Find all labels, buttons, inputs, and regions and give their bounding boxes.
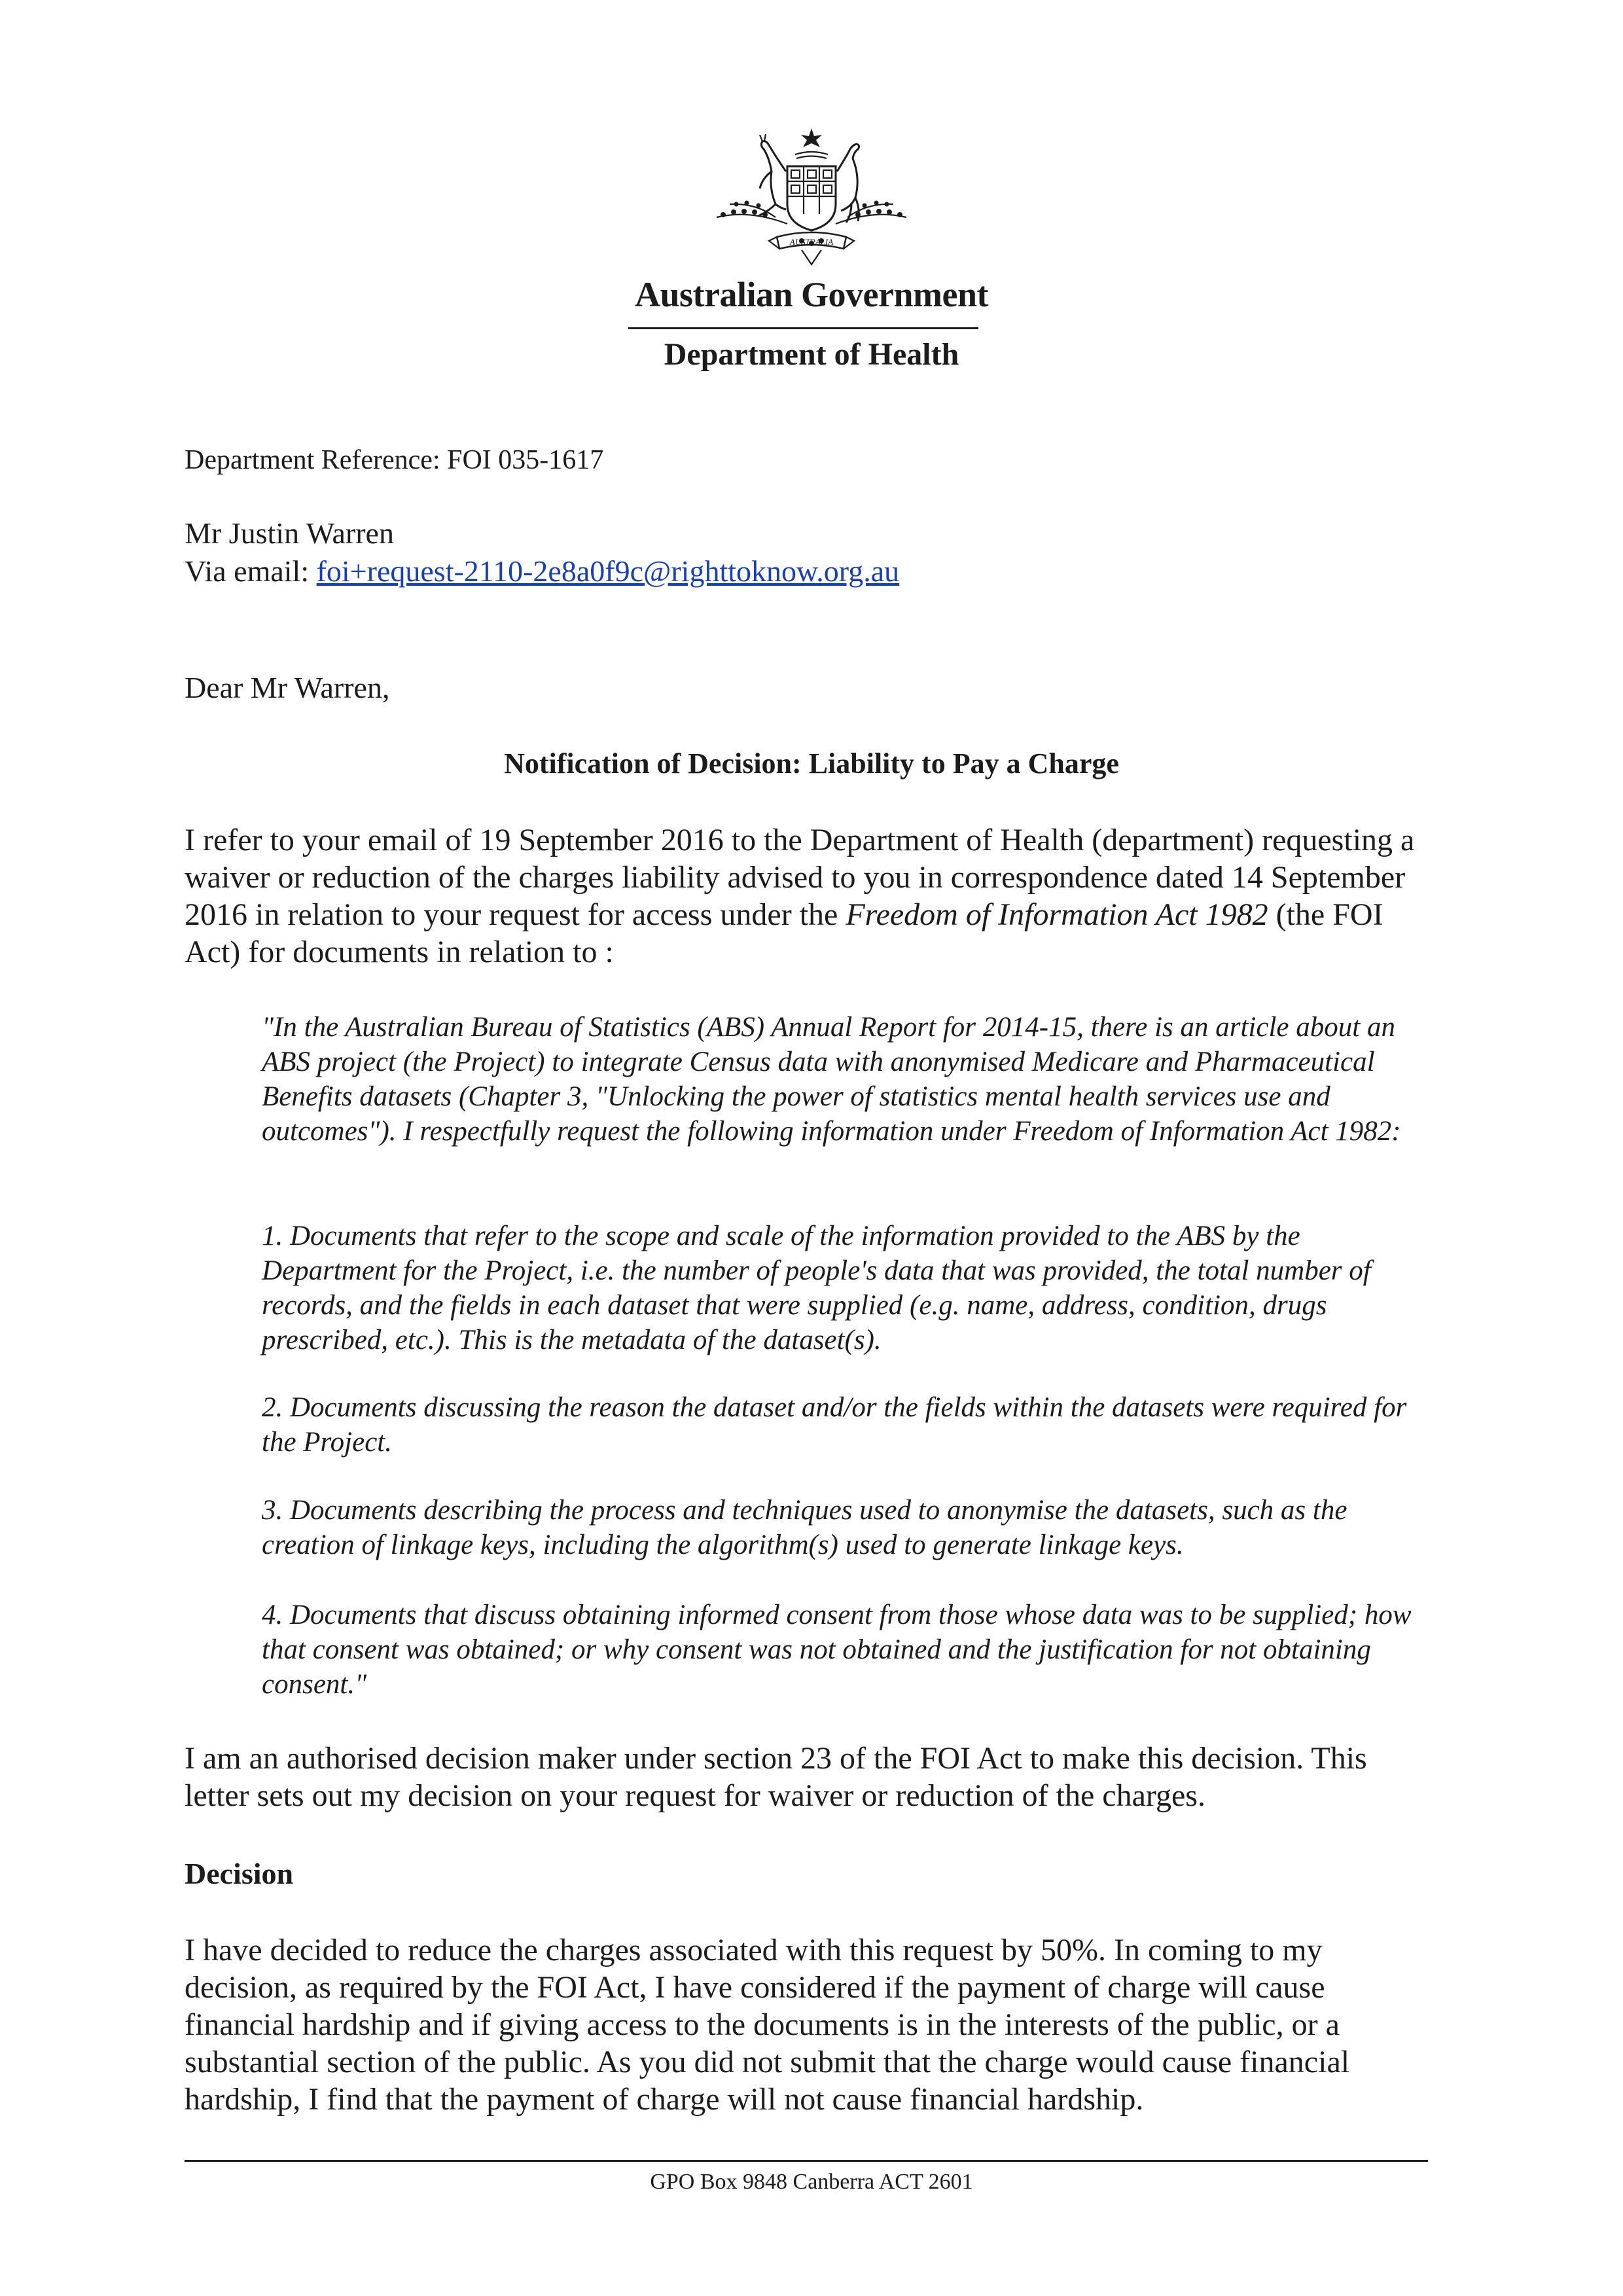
- recipient-email-line: [185, 552, 899, 590]
- quote-item-3: 3. Documents describing the process and techniques used to anonymise the datasets, such as the creation of linkage keys, including the algorithm(s) used to generate linkage keys.: [262, 1495, 1347, 1560]
- decision-paragraph: I have decided to reduce the charges associated with this request by 50%. In coming to my decision, as required by the FOI Act, I have considered if the payment of charge will cause financial hardship and if giving access to the documents is in the interests of the public, or a substantial section of the public. As you did not submit that the charge would cause financial hardship, I find that the payment of charge will not cause financial hardship.: [185, 1933, 1350, 2117]
- quote-item-4: 4. Documents that discuss obtaining informed consent from those whose data was to be supplied; how that consent was obtained; or why consent was not obtained and the justification for not obtaining consent.": [262, 1600, 1412, 1700]
- letter-subject: Notification of Decision: Liability to Pay a Charge: [504, 747, 1119, 780]
- quote-item-1: 1. Documents that refer to the scope and scale of the information provided to the ABS by the Department for the Project, i.e. the number of people's data that was provided, the total number of records, and the fields in each dataset that were supplied (e.g. name, address, condition, drugs prescribed, etc.). This is the metadata of the dataset(s).: [262, 1221, 1371, 1355]
- intro-text-part1: I refer to your email of 19 September 2016 to the Department of Health (department) requesting a waiver or reduction of the charges liability advised to you in correspondence dated 14 September 2016 in relation to your request for access under the: [185, 823, 1415, 932]
- coat-of-arms-logo: [704, 126, 919, 276]
- authority-paragraph: I am an authorised decision maker under section 23 of the FOI Act to make this decision. This letter sets out my decision on your request for waiver or reduction of the charges.: [185, 1741, 1367, 1813]
- footer-divider: [185, 2160, 1428, 2162]
- intro-text-part2: (the FOI Act) for documents in relation to :: [185, 897, 1383, 969]
- act-name: Freedom of Information Act 1982: [846, 897, 1268, 932]
- government-title: Australian Government: [635, 275, 988, 314]
- department-title: Department of Health: [664, 337, 959, 372]
- salutation: Dear Mr Warren,: [185, 671, 390, 704]
- recipient-name: Mr Justin Warren: [185, 516, 394, 550]
- intro-paragraph: [185, 821, 1428, 971]
- quote-item-2: 2. Documents discussing the reason the dataset and/or the fields within the datasets were required for the Project.: [262, 1392, 1407, 1458]
- crest-scroll-label: AUSTRALIA: [789, 237, 834, 247]
- footer-address: GPO Box 9848 Canberra ACT 2601: [650, 2170, 973, 2194]
- email-label: Via email:: [185, 554, 317, 588]
- letterhead-divider: [628, 327, 978, 329]
- recipient-email-link[interactable]: foi+request-2110-2e8a0f9c@righttoknow.org.au: [316, 554, 900, 588]
- quote-paragraph-intro: "In the Australian Bureau of Statistics (ABS) Annual Report for 2014-15, there is an article about an ABS project (the Project) to integrate Census data with anonymised Medicare and Pharmaceutical Benefits datasets (Chapter 3, "Unlocking the power of statistics mental health services use and outcomes"). I respectfully request the following information under Freedom of Information Act 1982:: [262, 1012, 1401, 1147]
- decision-heading: Decision: [185, 1857, 294, 1890]
- department-reference: Department Reference: FOI 035-1617: [185, 445, 604, 475]
